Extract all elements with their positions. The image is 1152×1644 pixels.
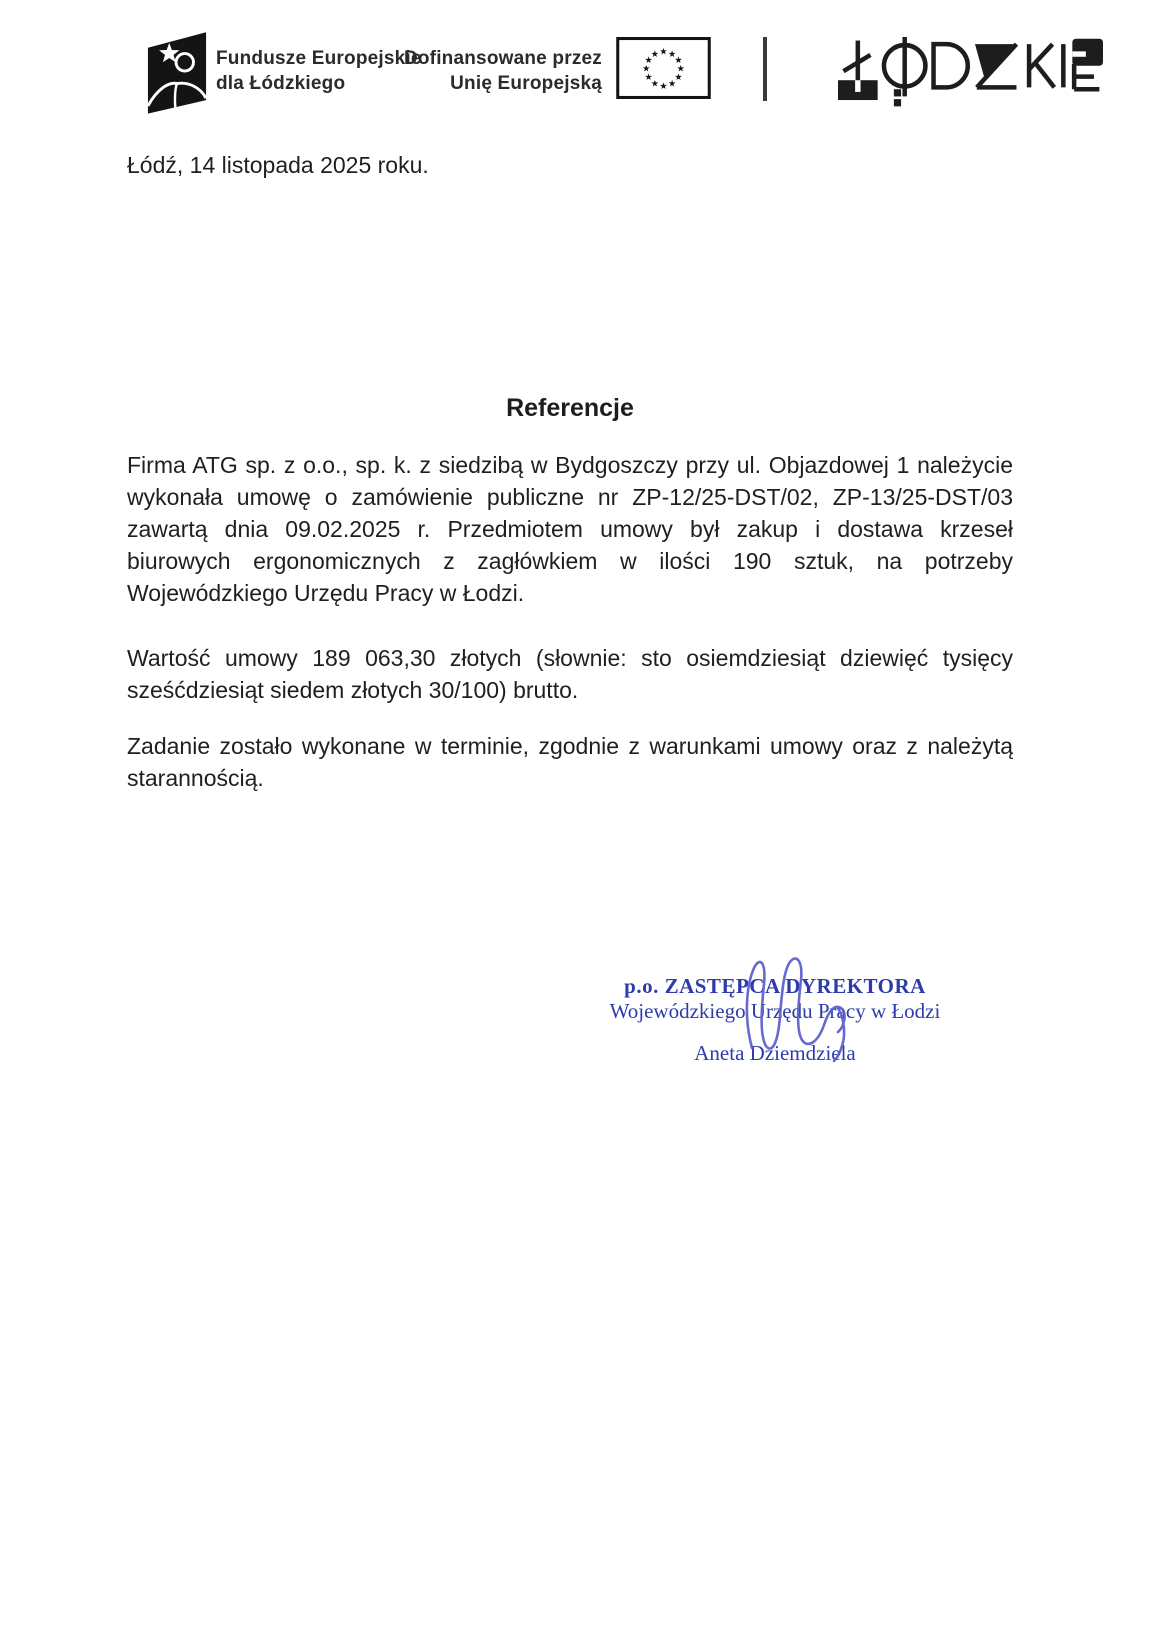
lodzkie-logo [838,36,1112,110]
svg-text:★: ★ [676,64,685,75]
paragraph-contract: Firma ATG sp. z o.o., sp. k. z siedzibą w Bydgoszczy przy ul. Objazdowej 1 należycie wykonała umowę o zamówienie publiczne nr ZP-12/25-DST/02, ZP-13/25-DST/03 zawartą dnia 09.02.2025 r. Przedmiotem umowy był zakup i dostawa krzeseł biurowych ergonomicznych z zagłówkiem w ilości 190 sztuk, na potrzeby Wojewódzkiego Urzędu Pracy w Łodzi. [127,452,1013,606]
cofunded-label [392,46,602,96]
eu-flag-icon [616,37,711,99]
paragraph-value: Wartość umowy 189 063,30 złotych (słownie: sto osiemdziesiąt dziewięć tysięcy sześćdziesiąt siedem złotych 30/100) brutto. [127,645,1013,703]
svg-text:★: ★ [644,55,653,66]
eu-funds-logo-text [216,46,422,96]
eu-funds-flag-icon [146,28,208,114]
signature-name: Aneta Dziemdziela [694,1041,856,1065]
svg-text:★: ★ [668,79,677,90]
svg-text:★: ★ [668,49,677,60]
svg-text:★: ★ [642,64,651,75]
svg-text:★: ★ [659,81,668,92]
letter-body [127,449,1013,794]
eu-funds-logo-line1: Fundusze Europejskie [216,48,422,69]
document-title: Referencje [506,394,634,422]
eu-funds-logo-line2: dla Łódzkiego [216,73,346,94]
svg-text:★: ★ [650,79,659,90]
svg-text:★: ★ [659,47,668,58]
svg-text:★: ★ [674,55,683,66]
paragraph-completion: Zadanie zostało wykonane w terminie, zgodnie z warunkami umowy oraz z należytą starannością. [127,733,1013,791]
cofunded-line2: Unię Europejską [450,73,602,94]
svg-text:★: ★ [650,49,659,60]
svg-text:★: ★ [674,73,683,84]
signature-role: p.o. ZASTĘPCA DYREKTORA [624,974,926,998]
signature-block [585,974,965,1066]
signature-org: Wojewódzkiego Urzędu Pracy w Łodzi [609,999,941,1023]
date-line: Łódź, 14 listopada 2025 roku. [127,152,429,178]
svg-text:★: ★ [644,73,653,84]
header-separator [763,37,767,101]
cofunded-line1: Dofinansowane przez [403,48,602,69]
